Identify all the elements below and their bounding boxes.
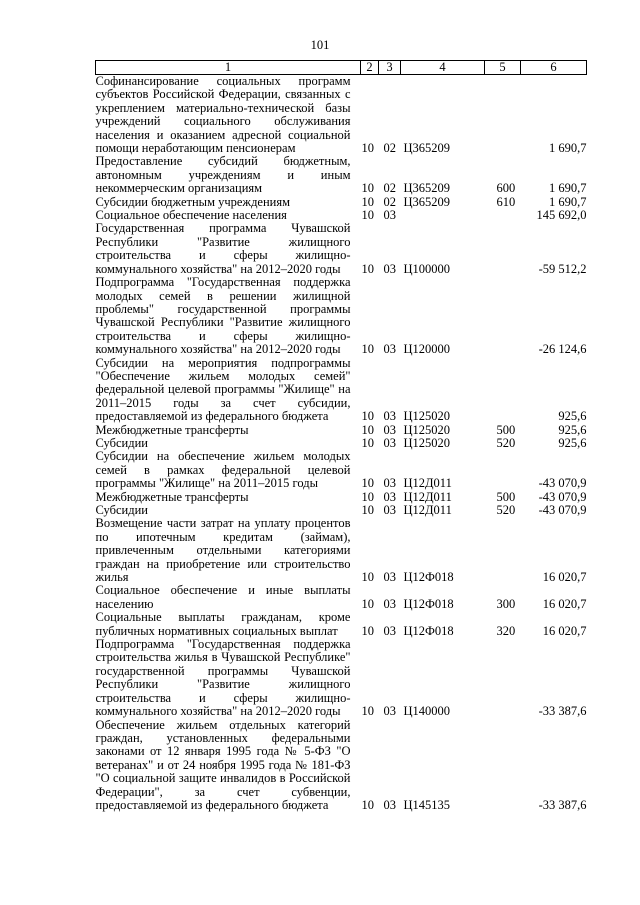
row-expense-type-cell [485, 222, 521, 276]
row-expense-type-cell [485, 719, 521, 813]
table-row [96, 222, 587, 276]
row-subsection-cell: 02 [383, 194, 396, 209]
row-amount-cell: 1 690,7 [549, 181, 587, 196]
table-row [96, 155, 587, 195]
row-subsection-cell: 03 [383, 261, 396, 276]
table-row [96, 638, 587, 718]
row-name-cell: Субсидии на обеспечение жильем молодых семей в рамках федеральной целевой программы "Жилище" на 2011–2015 годы [95, 449, 351, 491]
header-col-2: 2 [361, 61, 379, 75]
row-name-cell: Государственная программа Чувашской Республики "Развитие жилищного строительства и сферы жилищно-коммунального хозяйства" на 2012–2020 годы [95, 221, 351, 276]
row-expense-type-cell [485, 209, 521, 222]
row-section-cell: 10 [361, 623, 374, 638]
row-expense-type-cell: 500 [496, 489, 516, 504]
table-row [96, 357, 587, 424]
row-expense-type-cell [485, 75, 521, 156]
row-amount-cell: -43 070,9 [538, 503, 587, 517]
table-row [96, 504, 587, 517]
row-section-cell: 10 [361, 489, 374, 504]
row-target-article-cell: Ц12Д011 [403, 489, 452, 504]
row-target-article-cell: Ц120000 [403, 342, 451, 357]
row-amount-cell: -59 512,2 [538, 261, 587, 276]
row-target-article-cell: Ц365209 [403, 141, 451, 156]
row-subsection-cell: 03 [383, 476, 396, 491]
row-section-cell: 10 [361, 261, 374, 276]
row-amount-cell: 925,6 [558, 422, 587, 437]
row-subsection-cell: 02 [383, 141, 396, 156]
row-name-cell: Обеспечение жильем отдельных категорий граждан, установленных федеральными законами от 12 января 1995 года № 5-ФЗ "О ветеранах" и от 24 ноября 1995 года № 181-ФЗ "О социальной защите инвалидов в Российской Федерации", за счет субвенции, предоставляемой из федерального бюджета [95, 717, 351, 812]
header-col-3: 3 [379, 61, 401, 75]
row-name-cell: Возмещение части затрат на уплату процентов по ипотечным кредитам (займам), привлеченным отдельными категориями граждан на приобретение или строительство жилья [95, 516, 351, 585]
table-row [96, 209, 587, 222]
row-amount-cell: 145 692,0 [536, 208, 587, 223]
row-amount-cell: -33 387,6 [538, 797, 587, 812]
header-row [96, 61, 587, 75]
row-amount-cell: 16 020,7 [542, 570, 587, 585]
row-expense-type-cell: 520 [496, 503, 516, 517]
row-target-article-cell [401, 209, 485, 222]
row-amount-cell: 1 690,7 [549, 141, 587, 156]
row-amount-cell: -43 070,9 [538, 476, 587, 491]
table-row [96, 437, 587, 450]
row-expense-type-cell: 300 [496, 596, 516, 611]
row-expense-type-cell: 610 [496, 194, 516, 209]
table-row [96, 75, 587, 156]
row-target-article-cell: Ц12Ф018 [403, 570, 454, 585]
row-section-cell: 10 [361, 409, 374, 424]
row-expense-type-cell: 500 [496, 422, 516, 437]
row-subsection-cell: 03 [383, 596, 396, 611]
row-amount-cell: 925,6 [558, 409, 587, 424]
row-section-cell: 10 [361, 704, 374, 719]
table-row [96, 517, 587, 584]
row-expense-type-cell [485, 450, 521, 490]
row-target-article-cell: Ц12Д011 [403, 503, 452, 517]
table-row [96, 196, 587, 209]
page-number: 101 [310, 38, 330, 52]
row-subsection-cell: 03 [383, 797, 396, 812]
row-section-cell: 10 [361, 435, 374, 450]
row-subsection-cell: 02 [383, 181, 396, 196]
row-section-cell: 10 [361, 194, 374, 209]
row-name-cell: Межбюджетные трансферты [95, 422, 249, 437]
row-expense-type-cell [485, 517, 521, 584]
row-section-cell: 10 [361, 208, 374, 223]
row-name-cell: Социальные выплаты гражданам, кроме публичных нормативных социальных выплат [95, 610, 351, 638]
row-name-cell: Межбюджетные трансферты [95, 489, 249, 504]
row-target-article-cell: Ц365209 [403, 181, 451, 196]
row-name-cell: Субсидии на мероприятия подпрограммы "Обеспечение жильем молодых семей" федеральной целевой программы "Жилище" на 2011–2015 годы за счет субсидии, предоставляемой из федерального бюджета [95, 355, 351, 424]
row-amount-cell: 16 020,7 [542, 596, 587, 611]
row-amount-cell: -43 070,9 [538, 489, 587, 504]
table-row [96, 491, 587, 504]
row-target-article-cell: Ц125020 [403, 435, 451, 450]
row-amount-cell: -33 387,6 [538, 704, 587, 719]
row-target-article-cell: Ц125020 [403, 422, 451, 437]
row-target-article-cell: Ц365209 [403, 194, 451, 209]
row-target-article-cell: Ц12Ф018 [403, 596, 454, 611]
row-subsection-cell: 03 [383, 570, 396, 585]
row-name-cell: Субсидии бюджетным учреждениям [95, 194, 291, 209]
row-name-cell: Софинансирование социальных программ субъектов Российской Федерации, связанных с укреплением материально-технической базы учреждений социального обслуживания населения и оказанием адресной социальной помощи неработающим пенсионерам [95, 74, 351, 156]
row-section-cell: 10 [361, 422, 374, 437]
row-subsection-cell: 03 [383, 435, 396, 450]
header-col-5: 5 [485, 61, 521, 75]
row-subsection-cell: 03 [383, 704, 396, 719]
table-row [96, 584, 587, 611]
table-row [96, 611, 587, 638]
row-subsection-cell: 03 [383, 208, 396, 223]
row-section-cell: 10 [361, 503, 374, 517]
row-section-cell: 10 [361, 797, 374, 812]
row-subsection-cell: 03 [383, 409, 396, 424]
row-amount-cell: 16 020,7 [542, 623, 587, 638]
header-col-6: 6 [521, 61, 587, 75]
row-target-article-cell: Ц12Д011 [403, 476, 452, 491]
row-amount-cell: 1 690,7 [549, 194, 587, 209]
table-row [96, 424, 587, 437]
row-target-article-cell: Ц12Ф018 [403, 623, 454, 638]
row-name-cell: Подпрограмма "Государственная поддержка молодых семей в решении жилищной проблемы" государственной программы Чувашской Республики "Развитие жилищного строительства и сферы жилищно-коммунального хозяйства" на 2012–2020 годы [95, 275, 351, 357]
row-expense-type-cell: 520 [496, 435, 516, 450]
row-name-cell: Субсидии [95, 503, 148, 517]
row-subsection-cell: 03 [383, 503, 396, 517]
row-section-cell: 10 [361, 181, 374, 196]
row-target-article-cell: Ц125020 [403, 409, 451, 424]
table-header [96, 61, 587, 75]
row-name-cell: Социальное обеспечение и иные выплаты населению [95, 583, 351, 611]
table-row [96, 276, 587, 356]
budget-table [95, 60, 587, 812]
row-amount-cell: -26 124,6 [538, 342, 587, 357]
row-section-cell: 10 [361, 342, 374, 357]
row-subsection-cell: 03 [383, 342, 396, 357]
row-target-article-cell: Ц100000 [403, 261, 451, 276]
row-name-cell: Предоставление субсидий бюджетным, автономным учреждениям и иным некоммерческим организациям [95, 154, 351, 196]
row-section-cell: 10 [361, 141, 374, 156]
row-expense-type-cell [485, 357, 521, 424]
header-col-1: 1 [96, 61, 361, 75]
row-name-cell: Социальное обеспечение населения [95, 208, 287, 223]
row-subsection-cell: 03 [383, 422, 396, 437]
table-body [96, 75, 587, 813]
row-subsection-cell: 03 [383, 489, 396, 504]
row-amount-cell: 925,6 [558, 435, 587, 450]
row-section-cell: 10 [361, 476, 374, 491]
header-col-4: 4 [401, 61, 485, 75]
row-section-cell: 10 [361, 596, 374, 611]
row-expense-type-cell: 600 [496, 181, 516, 196]
row-expense-type-cell [485, 276, 521, 356]
row-target-article-cell: Ц145135 [403, 797, 451, 812]
row-section-cell: 10 [361, 570, 374, 585]
table-row [96, 719, 587, 813]
row-subsection-cell: 03 [383, 623, 396, 638]
row-name-cell: Подпрограмма "Государственная поддержка строительства жилья в Чувашской Республике" государственной программы Чувашской Республики "Развитие жилищного строительства и сферы жилищно-коммунального хозяйства" на 2012–2020 годы [95, 637, 351, 719]
row-expense-type-cell [485, 638, 521, 718]
row-name-cell: Субсидии [95, 435, 148, 450]
row-expense-type-cell: 320 [496, 623, 516, 638]
row-target-article-cell: Ц140000 [403, 704, 451, 719]
table-row [96, 450, 587, 490]
